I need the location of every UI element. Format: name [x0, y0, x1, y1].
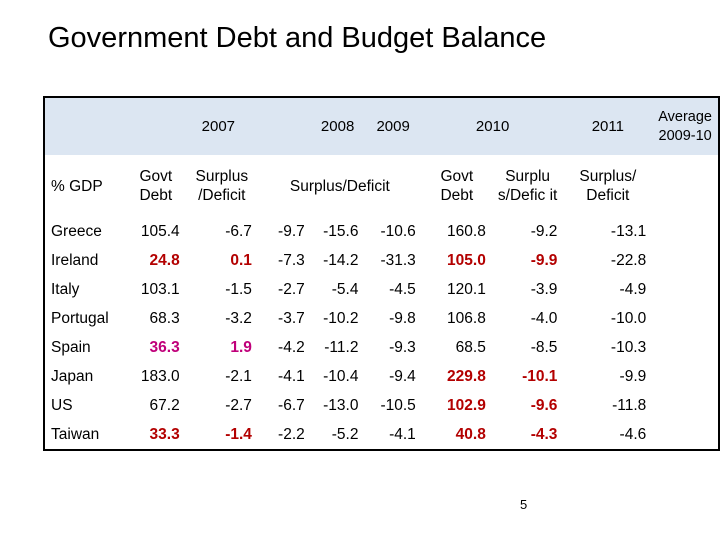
debt-2011-cell: 102.9: [447, 396, 486, 414]
debt-2011-cell: 105.0: [447, 251, 486, 269]
debt-2007-cell: 183.0: [140, 367, 180, 385]
sd-2007-cell: 1.9: [230, 338, 252, 356]
year-2009-header: 2009: [364, 97, 421, 155]
table-row: [44, 420, 719, 450]
debt-2011-cell: 40.8: [455, 425, 486, 443]
year-2008-header: 2008: [311, 97, 365, 155]
sd-2010-cell: -9.4: [389, 367, 416, 385]
sd-2011-cell: -4.0: [530, 309, 558, 327]
sd-2009-cell: -10.4: [323, 367, 359, 385]
sd-2007-cell: -6.7: [225, 222, 252, 240]
table-row: [44, 246, 719, 275]
country-cell: Greece: [51, 222, 102, 240]
sd-2010-cell: -31.3: [380, 251, 416, 269]
sd-2010-cell: -10.6: [380, 222, 416, 240]
sd-2011-cell: -4.3: [530, 425, 558, 443]
sd-2008-cell: -4.1: [278, 367, 305, 385]
debt-budget-table: [43, 96, 720, 451]
debt-2011-cell: 106.8: [447, 309, 486, 327]
subheader-row: [44, 155, 719, 217]
sd-2007-cell: -2.1: [225, 367, 252, 385]
sd-2008-cell: -2.2: [278, 425, 305, 443]
page-number: 5: [520, 497, 528, 512]
sd-2011-cell: -9.6: [530, 396, 558, 414]
debt-2007-cell: 24.8: [149, 251, 180, 269]
avg-cell: -4.6: [619, 425, 647, 443]
avg-cell: -9.9: [619, 367, 647, 385]
avg-cell: -4.9: [619, 280, 647, 298]
sd-2010-cell: -4.1: [389, 425, 416, 443]
sd-2007-cell: -1.5: [225, 280, 252, 298]
surplus-average-header: Surplus/ Deficit: [579, 168, 637, 204]
sd-2010-cell: -10.5: [380, 396, 416, 414]
surplus-2011-header: Surplu s/Defic it: [497, 168, 558, 204]
sd-2009-cell: -15.6: [323, 222, 359, 240]
debt-2007-cell: 103.1: [140, 280, 180, 298]
debt-2007-cell: 33.3: [149, 425, 180, 443]
table-row: [44, 304, 719, 333]
avg-cell: -10.3: [610, 338, 647, 356]
table-row: [44, 217, 719, 246]
debt-2011-cell: 68.5: [455, 338, 486, 356]
country-cell: US: [51, 396, 73, 414]
sd-2008-cell: -2.7: [278, 280, 305, 298]
debt-2011-cell: 160.8: [447, 222, 486, 240]
sd-2011-cell: -10.1: [522, 367, 558, 385]
sd-2007-cell: -1.4: [225, 425, 252, 443]
sd-2009-cell: -5.4: [331, 280, 359, 298]
avg-cell: -22.8: [610, 251, 647, 269]
country-cell: Italy: [51, 280, 80, 298]
header-corner: [44, 97, 126, 155]
sd-2008-cell: -9.7: [278, 222, 305, 240]
avg-cell: -10.0: [610, 309, 647, 327]
surplus-2007-header: Surplus /Deficit: [195, 168, 249, 204]
surplus-deficit-2008-2010-header: Surplus/Deficit: [289, 177, 390, 195]
debt-2007-cell: 36.3: [149, 338, 180, 356]
year-2007-header: 2007: [126, 97, 311, 155]
sd-2009-cell: -14.2: [323, 251, 359, 269]
sd-2010-cell: -4.5: [389, 280, 416, 298]
country-cell: Japan: [51, 367, 94, 385]
sd-2009-cell: -10.2: [323, 309, 359, 327]
row-label-header: % GDP: [51, 177, 103, 195]
country-cell: Taiwan: [51, 425, 100, 443]
avg-cell: -11.8: [612, 396, 647, 414]
sd-2008-cell: -7.3: [278, 251, 305, 269]
sd-2009-cell: -5.2: [331, 425, 359, 443]
year-2010-header: 2010: [422, 97, 564, 155]
average-header: Average 2009-10: [652, 97, 719, 155]
sd-2010-cell: -9.3: [389, 338, 416, 356]
debt-2007-cell: 67.2: [149, 396, 180, 414]
sd-2011-cell: -3.9: [530, 280, 558, 298]
sd-2008-cell: -4.2: [278, 338, 305, 356]
table-row: [44, 275, 719, 304]
country-cell: Spain: [51, 338, 91, 356]
table-row: [44, 391, 719, 420]
sd-2010-cell: -9.8: [389, 309, 416, 327]
sd-2007-cell: -3.2: [225, 309, 252, 327]
debt-2007-cell: 105.4: [140, 222, 180, 240]
country-cell: Ireland: [51, 251, 99, 269]
avg-cell: -13.1: [610, 222, 647, 240]
debt-2011-cell: 229.8: [447, 367, 486, 385]
govt-debt-2011-header: Govt Debt: [440, 168, 474, 204]
sd-2011-cell: -8.5: [530, 338, 558, 356]
govt-debt-2007-header: Govt Debt: [139, 168, 173, 204]
debt-2007-cell: 68.3: [149, 309, 180, 327]
slide-title: Government Debt and Budget Balance: [48, 22, 547, 54]
sd-2008-cell: -6.7: [278, 396, 305, 414]
sd-2011-cell: -9.9: [530, 251, 558, 269]
sd-2007-cell: -2.7: [225, 396, 252, 414]
sd-2011-cell: -9.2: [530, 222, 558, 240]
country-cell: Portugal: [51, 309, 109, 327]
sd-2007-cell: 0.1: [230, 251, 252, 269]
sd-2009-cell: -11.2: [324, 338, 359, 356]
sd-2009-cell: -13.0: [323, 396, 359, 414]
table-row: [44, 333, 719, 362]
year-2011-header: 2011: [563, 97, 652, 155]
year-header-row: [44, 97, 719, 155]
debt-2011-cell: 120.1: [447, 280, 486, 298]
sd-2008-cell: -3.7: [278, 309, 305, 327]
table-row: [44, 362, 719, 391]
